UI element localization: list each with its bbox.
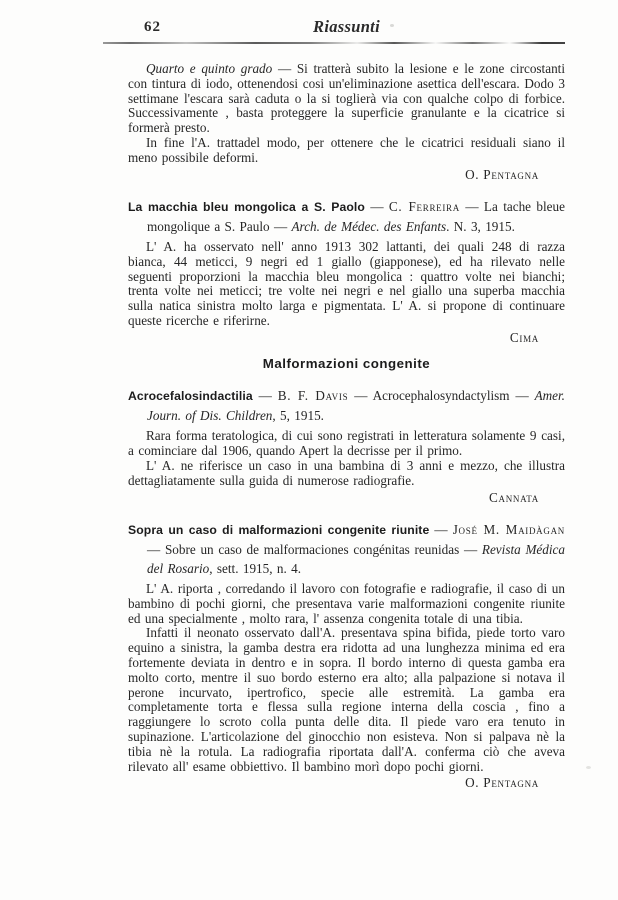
entry-translated-title: La tache bleue mongolique a S. Paulo xyxy=(147,199,565,235)
reviewer-name: O. Pentagna xyxy=(465,775,539,791)
entry-translated-title: Sobre un caso de malformaciones congénitas reunidas xyxy=(164,542,460,558)
page-header xyxy=(128,16,565,40)
entry-title: La macchia bleu mongolica a S. Paolo xyxy=(128,200,365,215)
entry-citation xyxy=(128,520,565,578)
reviewer-name: O. Pentagna xyxy=(465,166,539,182)
paragraph: In fine l'A. trattadel modo, per ottenere che le cicatrici residuali siano il meno possibile deformi. xyxy=(128,134,565,165)
abstract-entry xyxy=(128,197,565,345)
paragraph: L' A. ha osservato nell' anno 1913 302 lattanti, dei quali 248 di razza bianca, 44 meticci, 9 negri ed 1 giallo (giapponese), ed ha rilevato nelle seguenti proporzioni la macchia bleu mongolica : quattro volte nei bianchi; trenta volte nei meticci; tre volte nei negri e nel giallo una superba macchia sulla natica sinistra molto larga e pigmentata. L' A. si propone di continuare queste ricerche e riferirne. xyxy=(128,239,565,329)
paragraph: Infatti il neonato osservato dall'A. presentava spina bifida, piede torto varo equino a sinistra, la gamba destra era ridotta ad una lunghezza minima ed era fortemente deviata in dentro e in sopra. Il bordo interno di questa gamba era molto corto, mentre il suo bordo esterno era alto; alla palpazione si notava il perone incurvato, ipertrofico, specie alle estremità. La gamba era completamente torta e flessa sulla regione interna della coscia , fino a raggiungere lo scroto colla punta delle dita. Il piede varo era tenuto in supinazione. L'articolazione del ginocchio non esisteva. Non si palpava nè la tibia nè la rotula. La radiografia riportata dall'A. conferma ciò che aveva rilevato all' esame obbiettivo. Il bambino morì dopo pochi giorni. xyxy=(128,625,565,774)
entry-journal: Revista Médica del Rosario xyxy=(147,542,565,577)
entry-journal: Amer. Journ. of Dis. Children xyxy=(147,388,565,424)
paragraph: L' A. ne riferisce un caso in una bambina di 3 anni e mezzo, che illustra dettagliatamente sulla guida di numerose radiografie. xyxy=(128,457,565,488)
dash-separator: — xyxy=(509,388,535,404)
signature-line xyxy=(128,775,539,791)
dash-separator: — xyxy=(459,542,482,558)
entry-citation-tail: . N. 3, 1915. xyxy=(446,219,515,235)
running-title: Riassunti xyxy=(313,17,380,36)
entry-translated-title: Acrocephalosyndactylism xyxy=(372,388,510,404)
paragraph: L' A. riporta , corredando il lavoro con fotografie e radiografie, il caso di un bambino di pochi giorni, che presentava varie malformazioni congenite riunite ed una specialmente , molto rara, l' assenza congenita totale di una tibia. xyxy=(128,581,565,626)
entry-citation xyxy=(128,197,565,236)
paragraph: Rara forma teratologica, di cui sono registrati in letteratura solamente 9 casi, a cominciare dal 1906, quando Apert la decrisse per il primo. xyxy=(128,428,565,459)
dash-separator: — xyxy=(364,199,389,215)
entry-author: José M. Maidàgan xyxy=(452,522,565,538)
entry-citation-tail: , 5, 1915. xyxy=(272,408,324,424)
abstract-entry xyxy=(128,520,565,791)
dash-separator: — xyxy=(269,219,292,235)
signature-line xyxy=(128,167,539,183)
dash-separator: — xyxy=(348,388,373,404)
entry-citation-tail: , sett. 1915, n. 4. xyxy=(209,561,302,577)
signature-line xyxy=(128,490,539,506)
paragraph xyxy=(128,62,565,136)
entry-author: B. F. Davis xyxy=(277,388,349,404)
scan-artifact xyxy=(586,766,591,769)
header-rule xyxy=(103,42,565,44)
entry-journal: Arch. de Médec. des Enfants xyxy=(291,219,447,235)
dash-separator: — xyxy=(429,522,453,538)
entry-title: Acrocefalosindactilia xyxy=(128,389,253,404)
degree-lead-italic: Quarto e quinto grado xyxy=(146,61,273,76)
entry-citation xyxy=(128,386,565,425)
dash-separator: — xyxy=(459,199,484,215)
page-number: 62 xyxy=(144,19,161,35)
dash-separator: — xyxy=(147,542,165,558)
abstract-entry xyxy=(128,386,565,505)
reviewer-name: Cima xyxy=(509,329,539,345)
text-block xyxy=(128,16,565,791)
entry-title: Sopra un caso di malformazioni congenite riunite xyxy=(128,523,430,538)
entry-author: C. Ferreira xyxy=(388,199,460,215)
abstract-continuation xyxy=(128,62,565,182)
section-heading: Malformazioni congenite xyxy=(262,356,431,372)
signature-line xyxy=(128,330,539,346)
reviewer-name: Cannata xyxy=(489,489,539,505)
dash-separator: — xyxy=(252,388,278,404)
paragraph-text: — Si tratterà subito la lesione e le zone circostanti con tintura di iodo, ottenendosi cosi un'eliminazione asettica dell'escara. Dodo 3 settimane l'escara sarà caduta o la si toglierà via con qualche colpo di forbice. Successivamente , basta proteggere la superficie granulante e la cicatrice si formerà presto. xyxy=(128,61,566,136)
